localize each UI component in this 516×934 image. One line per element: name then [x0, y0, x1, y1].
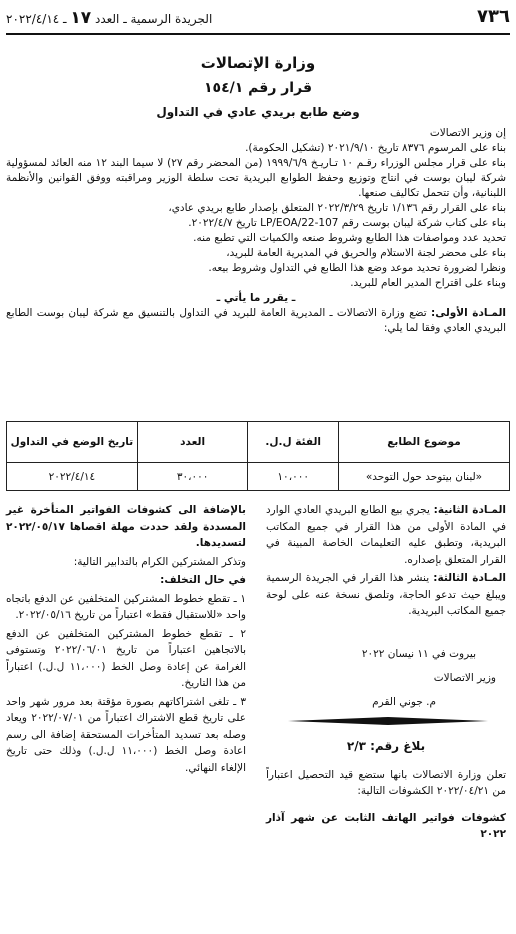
table-header: موضوع الطابع [338, 422, 509, 463]
article-3-text: ينشر هذا القرار في الجريدة الرسمية ويبلغ حيث تدعو الحاجة، وتلصق نسخة عنه على لوحة جميع المكاتب البريدية. [266, 572, 506, 617]
preamble-line: بناء على قرار مجلس الوزراء رقـم ١٠ تـاريـخ ١٩٩٩/٦/٩ (من المحضر رقم ٢٧) لا سيما البند ١٢ منه العائد لمسؤولية شركة ليبان بوست في انتاج وتوزيع وحفظ الطوابع البريدية تحت سلطة الوزير ومراقبته ووفق القوانين والأنظمة اللبنانية، وأن تتحمل تكاليف صنعها. [6, 157, 506, 199]
ministry-title: وزارة الإتصالات [200, 54, 316, 72]
preamble-line: بناء على القرار رقم ١/١٣٦ تاريخ ٢٠٢٢/٣/٢٩ المتعلق بإصدار طابع بريدي عادي، [168, 202, 506, 214]
table-row [7, 463, 510, 491]
preamble-line: بناء على المرسوم ٨٣٧٦ تاريخ ٢٠٢١/٩/١٠ (تشكيل الحكومة). [245, 142, 506, 154]
table-header: العدد [137, 422, 248, 463]
table-cell: ١٠،٠٠٠ [248, 463, 339, 491]
header-rule [6, 33, 510, 35]
left-reminder: وتذكر المشتركين الكرام بالتدابير التالية: [73, 555, 246, 568]
preamble-line: بناء على كتاب شركة ليبان بوست رقم 107-LP/EOA/22 تاريخ ٢٠٢٢/٤/٧. [188, 217, 506, 229]
measure-item: ٢ ـ تقطع خطوط المشتركين المتخلفين عن الدفع بالاتجاهين اعتباراً من تاريخ ٢٠٢٢/٠٦/٠١ وتستوفى الغرامة عن إعادة وصل الخط (١١،٠٠٠ ل.ل.) اعتباراً من هذا التاريخ. [6, 627, 247, 689]
signature-block [266, 648, 506, 708]
article-3 [266, 570, 506, 620]
notice-intro: تعلن وزارة الاتصالات بانها ستضع قيد التحصيل اعتباراً من ٢٠٢٢/٠٤/٢١ الكشوفات التالية: [266, 768, 506, 797]
measure-item: ٣ ـ تلغى اشتراكاتهم بصورة مؤقتة بعد مرور شهر واحد على تاريخ قطع الاشتراك اعتباراً من ٢٠٢٢/٠٧/٠١ ويعاد وصله بعد تسديد المتأخرات المستحقة إضافة الى رسم اعادة وصل الخط (١١،٠٠٠ ل.ل.) وذلك حتى تاريخ الإلغاء النهائي. [6, 695, 247, 774]
left-column [6, 502, 246, 778]
preamble-line: بناء على محضر لجنة الاستلام والحريق في المديرية العامة للبريد، [226, 247, 506, 259]
stamp-table [6, 421, 510, 491]
article-1-label: المـادة الأولى: [431, 307, 506, 319]
right-column-articles [266, 502, 506, 622]
preamble-line: ونظرا لضرورة تحديد موعد وضع هذا الطابع في التداول وشروط بيعه. [208, 262, 506, 274]
decides-line: ـ يقرر ما يأتي ـ [216, 292, 296, 304]
journal-name: الجريدة الرسمية ـ العدد [94, 12, 213, 26]
section-divider [268, 716, 508, 726]
decision-title: وضع طابع بريدي عادي في التداول [156, 105, 360, 119]
preamble-line: وبناء على اقتراح المدير العام للبريد. [350, 277, 506, 289]
page-number: ٧٣٦ [477, 6, 510, 27]
table-header: الفئة ل.ل. [248, 422, 339, 463]
table-cell: ٣٠،٠٠٠ [137, 463, 248, 491]
journal-title [6, 8, 212, 28]
case-title: في حال التخلف: [160, 574, 246, 586]
article-2 [266, 502, 506, 568]
table-header-row [7, 422, 510, 463]
left-intro: بالإضافة الى كشوفات الفواتير المتأخرة غير المسددة ولقد حددت مهلة اقصاها ٢٠٢٢/٠٥/١٧ لتسديدها. [6, 504, 246, 549]
article-1 [6, 306, 506, 336]
issue-date: ـ ٢٠٢٢/٤/١٤ [6, 12, 67, 26]
preamble-line: تحديد عدد ومواصفات هذا الطابع وشروط صنعه والكميات التي تطبع منه. [193, 232, 506, 244]
page-header [6, 6, 510, 32]
article-2-text: يجري بيع الطابع البريدي العادي الوارد في المادة الأولى من هذا القرار في جميع المكاتب البريدية، وتطبق عليه التعليمات الخاصة المبينة في القرار المتعلق بإصداره. [266, 504, 506, 566]
signature-name: م. جوني القرم [372, 696, 436, 708]
signature-title: وزير الاتصالات [433, 672, 496, 684]
preamble [6, 126, 506, 336]
article-1-text: تضع وزارة الاتصالات ـ المديرية العامة للبريد في التداول بالتنسيق مع شركة ليبان بوست الطابع البريدي العادي وفقا لما يلي: [6, 307, 506, 334]
notice-title: بلاغ رقم: ٢/٣ [346, 739, 426, 753]
article-3-label: المـادة الثالثة: [433, 572, 507, 584]
notice-block [266, 738, 506, 845]
measure-item: ١ ـ تقطع خطوط المشتركين المتخلفين عن الدفع باتجاه واحد «للاستقبال فقط» اعتباراً من تاريخ ٢٠٢٢/٠٥/١٦. [6, 592, 246, 621]
article-2-label: المـادة الثانية: [433, 504, 507, 516]
notice-item: كشوفات فواتير الهاتف الثابت عن شهر آذار ٢٠٢٢ [266, 811, 506, 840]
issue-number: ١٧ [70, 8, 92, 28]
table-cell: ٢٠٢٢/٤/١٤ [7, 463, 138, 491]
table-cell: «لبنان بيتوحد حول التوحد» [338, 463, 509, 491]
decision-number: قرار رقم ١٥٤/١ [204, 80, 312, 96]
preamble-line: إن وزير الاتصالات [429, 127, 506, 139]
table-header: تاريخ الوضع في التداول [7, 422, 138, 463]
signature-date: بيروت في ١١ نيسان ٢٠٢٢ [361, 648, 476, 660]
